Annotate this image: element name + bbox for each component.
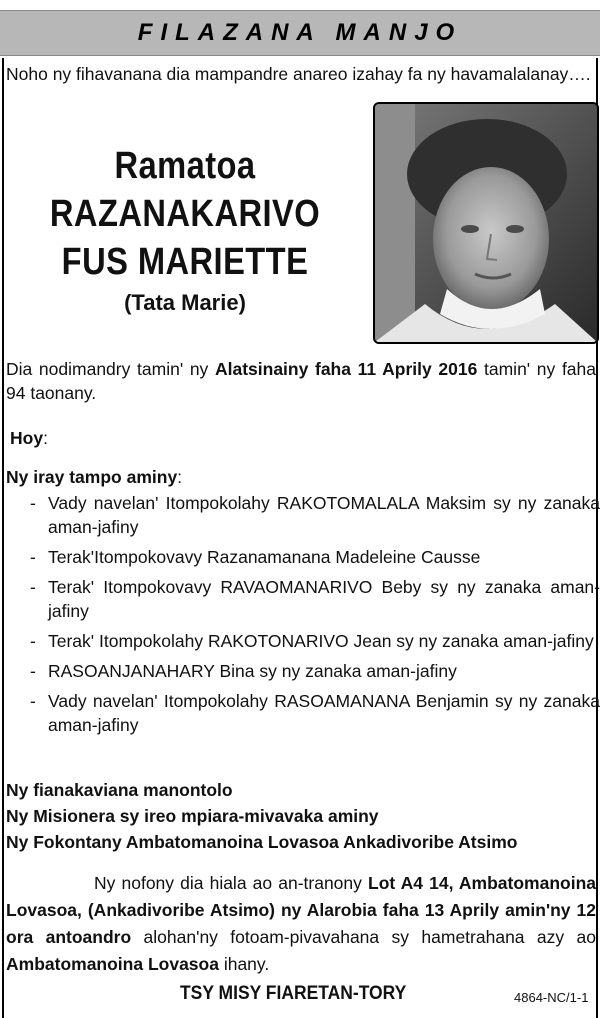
deceased-portrait-photo xyxy=(373,102,599,344)
family-member: Vady navelan' Itompokolahy RASOAMANANA Benjamin sy ny zanaka aman-jafiny xyxy=(48,691,600,735)
family-heading xyxy=(6,465,596,489)
list-item: - Vady navelan' Itompokolahy RAKOTOMALALA Maksim sy ny zanaka aman-jafiny xyxy=(30,493,600,537)
intro-text: Noho ny fihavanana dia mampandre anareo izahay fa ny havamalalanay…. xyxy=(6,64,591,84)
family-member: Vady navelan' Itompokolahy RAKOTOMALALA Maksim sy ny zanaka aman-jafiny xyxy=(48,493,600,537)
funeral-text-1: Ny nofony dia hiala ao an-tranony xyxy=(94,873,368,893)
hoy-label xyxy=(10,426,600,450)
other-mourners xyxy=(6,777,596,855)
funeral-location-time: Lot A4 14, Ambatomanoina Lovasoa, (Ankadivoribe Atsimo) ny Alarobia faha 13 Aprily amin'ny 12 ora antoandro xyxy=(6,873,597,947)
list-item: - Vady navelan' Itompokolahy RASOAMANANA Benjamin sy ny zanaka aman-jafiny xyxy=(30,691,600,735)
list-item: - Terak' Itompokolahy RAKOTONARIVO Jean sy ny zanaka aman-jafiny xyxy=(30,631,594,651)
deceased-name-block xyxy=(20,142,350,318)
funeral-details xyxy=(6,870,596,978)
family-heading-colon: : xyxy=(177,467,183,487)
deceased-surname: RAZANAKARIVO xyxy=(49,193,321,235)
mourner-line: Ny Misionera sy ireo mpiara-mivavaka aminy xyxy=(6,806,379,826)
funeral-text-2: alohan'ny fotoam-pivavahana sy hametrahana azy ao xyxy=(131,927,596,947)
funeral-text-3: ihany. xyxy=(218,954,270,974)
death-notice xyxy=(6,357,596,405)
death-notice-pre: Dia nodimandry tamin' ny xyxy=(6,359,215,379)
hoy-colon: : xyxy=(43,428,48,448)
list-item: - Terak' Itompokovavy RAVAOMANARIVO Beby sy ny zanaka aman-jafiny xyxy=(30,577,600,621)
burial-place: Ambatomanoina Lovasoa xyxy=(6,954,219,974)
list-item: - RASOANJANAHARY Bina sy ny zanaka aman-jafiny xyxy=(30,661,457,681)
deceased-given-name: FUS MARIETTE xyxy=(61,241,309,283)
notice-header xyxy=(0,10,600,56)
death-notice-post: tamin' ny faha 94 taonany. xyxy=(6,359,597,403)
mourner-line: Ny fianakaviana manontolo xyxy=(6,780,233,800)
death-date: Alatsinainy faha 11 Aprily 2016 xyxy=(214,359,478,379)
no-wake-notice: TSY MISY FIARETAN-TORY xyxy=(180,983,407,1004)
family-member: Terak' Itompokolahy RAKOTONARIVO Jean sy ny zanaka aman-jafiny xyxy=(48,631,594,651)
header-title: FILAZANA MANJO xyxy=(137,19,463,46)
deceased-nickname: (Tata Marie) xyxy=(124,290,246,315)
family-member: Terak' Itompokovavy RAVAOMANARIVO Beby sy ny zanaka aman-jafiny xyxy=(48,577,600,621)
list-item: - Terak'Itompokovavy Razanamanana Madeleine Causse xyxy=(30,547,481,567)
deceased-title: Ramatoa xyxy=(114,145,256,187)
family-list xyxy=(30,491,600,743)
mourner-line: Ny Fokontany Ambatomanoina Lovasoa Ankadivoribe Atsimo xyxy=(6,832,518,852)
family-member: Terak'Itompokovavy Razanamanana Madeleine Causse xyxy=(48,547,481,567)
reference-code: 4864-NC/1-1 xyxy=(514,990,589,1005)
hoy-word: Hoy xyxy=(10,428,44,448)
family-member: RASOANJANAHARY Bina sy ny zanaka aman-jafiny xyxy=(48,661,457,681)
family-heading-text: Ny iray tampo aminy xyxy=(6,467,178,487)
